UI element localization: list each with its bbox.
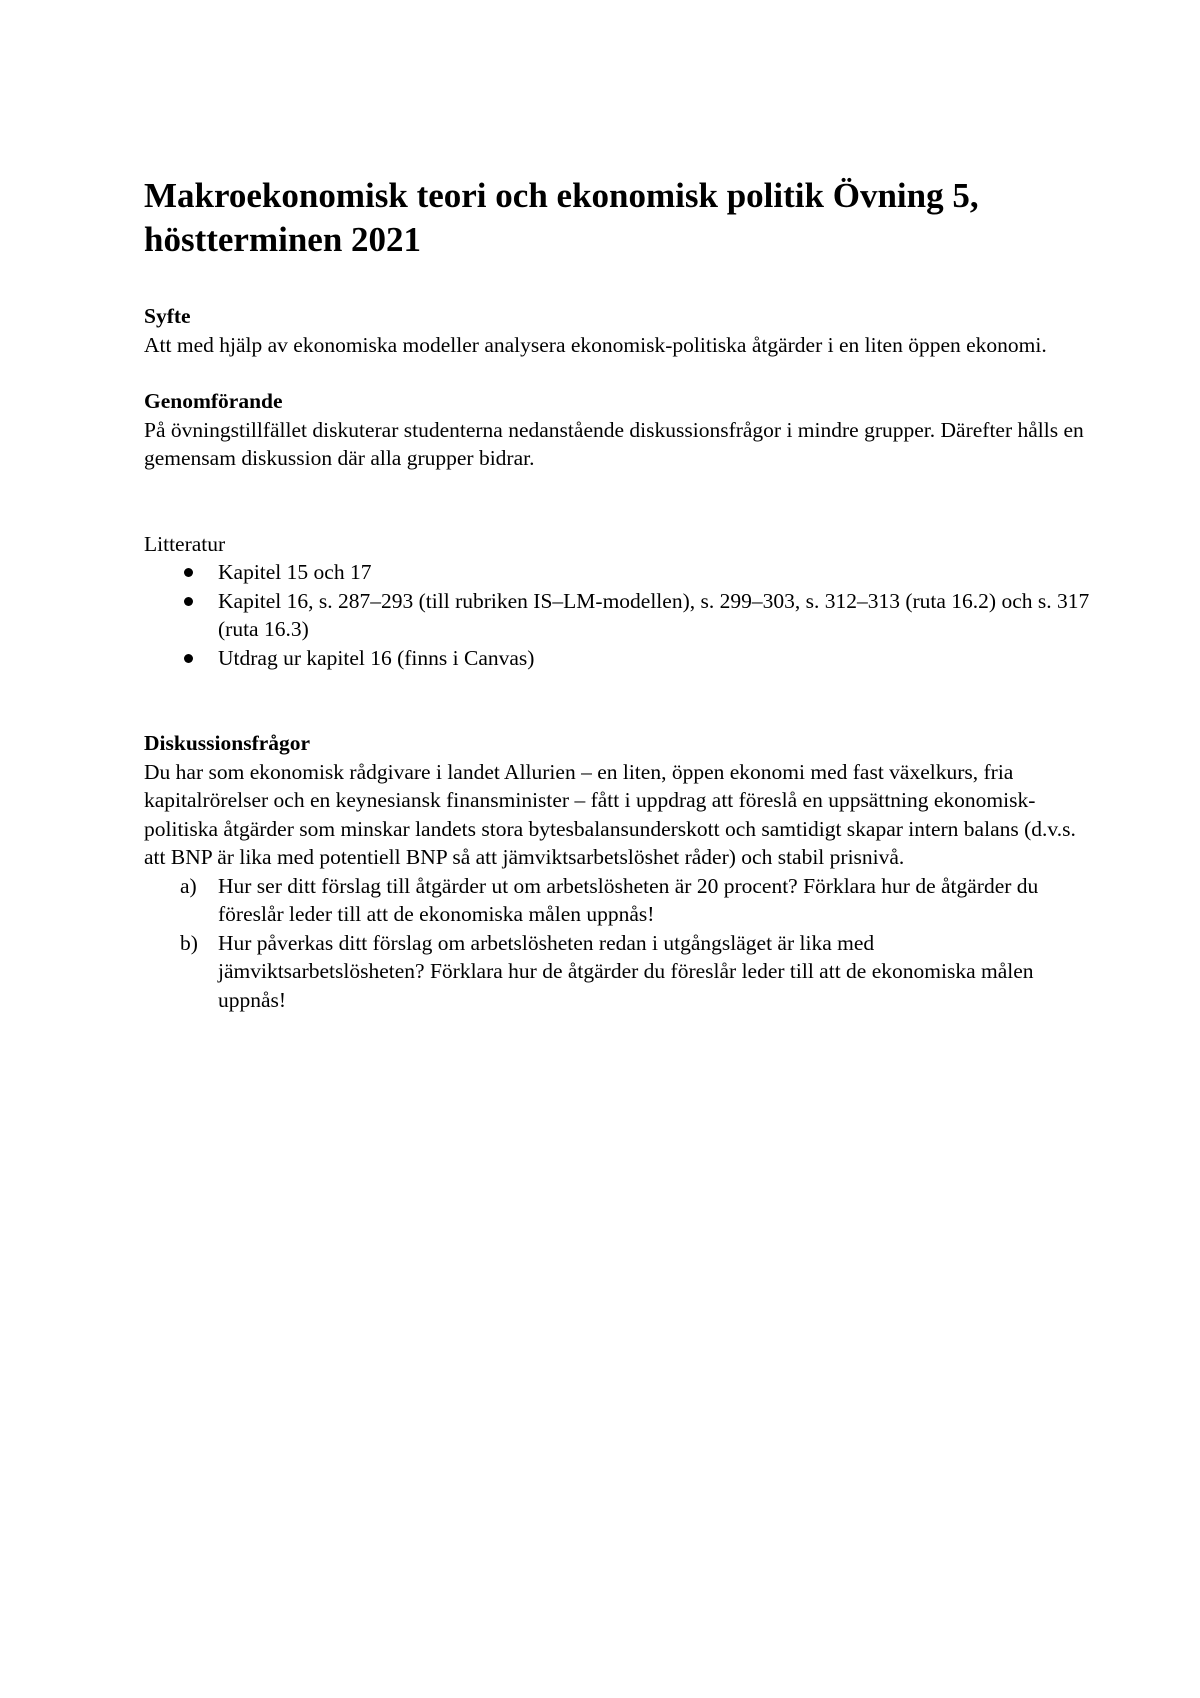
list-item-text: Utdrag ur kapitel 16 (finns i Canvas) xyxy=(218,645,535,670)
document-content xyxy=(144,174,1090,1014)
questions-list xyxy=(144,872,1084,1015)
diskussionsfragor-intro: Du har som ekonomisk rådgivare i landet Allurien – en liten, öppen ekonomi med fast växelkurs, fria kapitalrörelser och en keynesiansk finansminister – fått i uppdrag att föreslå en uppsättning ekonomisk-politiska åtgärder som minskar landets stora bytesbalansunderskott och samtidigt skapar intern balans (d.v.s. att BNP är lika med potentiell BNP så att jämviktsarbetslöshet råder) och stabil prisnivå. xyxy=(144,759,1076,869)
list-item-text: Kapitel 15 och 17 xyxy=(218,560,372,584)
diskussionsfragor-section xyxy=(144,729,1084,1014)
litteratur-section xyxy=(144,530,1090,673)
list-item xyxy=(144,587,1118,644)
bullet-icon xyxy=(184,568,193,577)
syfte-heading: Syfte xyxy=(144,304,191,328)
diskussionsfragor-heading: Diskussionsfrågor xyxy=(144,731,311,755)
list-item-text: Kapitel 16, s. 287–293 (till rubriken IS–LM-modellen), s. 299–303, s. 312–313 (ruta 16.2) och s. 317 (ruta 16.3) xyxy=(218,588,1090,641)
genomforande-section xyxy=(144,387,1084,473)
question-marker: b) xyxy=(180,930,198,955)
bullet-icon xyxy=(184,597,193,606)
genomforande-heading: Genomförande xyxy=(144,389,283,413)
list-item xyxy=(144,558,1118,587)
question-item xyxy=(144,929,1084,1015)
question-text: Hur ser ditt förslag till åtgärder ut om arbetslösheten är 20 procent? Förklara hur de åtgärder du föreslår leder till att de ekonomiska målen uppnås! xyxy=(218,873,1039,926)
syfte-text: Att med hjälp av ekonomiska modeller analysera ekonomisk-politiska åtgärder i en liten öppen ekonomi. xyxy=(144,332,1047,357)
question-marker: a) xyxy=(180,873,197,898)
genomforande-text: På övningstillfället diskuterar studenterna nedanstående diskussionsfrågor i mindre grupper. Därefter hålls en gemensam diskussion där alla grupper bidrar. xyxy=(144,417,1084,470)
litteratur-list xyxy=(144,558,1090,672)
question-item xyxy=(144,872,1084,929)
bullet-icon xyxy=(184,654,193,663)
list-item xyxy=(144,644,1118,673)
litteratur-heading: Litteratur xyxy=(144,531,226,556)
document-title: Makroekonomisk teori och ekonomisk politik Övning 5, höstterminen 2021 xyxy=(144,176,979,259)
syfte-section xyxy=(144,302,1084,359)
question-text: Hur påverkas ditt förslag om arbetslösheten redan i utgångsläget är lika med jämviktsarbetslösheten? Förklara hur de åtgärder du föreslår leder till att de ekonomiska målen uppnås! xyxy=(218,930,1034,1012)
